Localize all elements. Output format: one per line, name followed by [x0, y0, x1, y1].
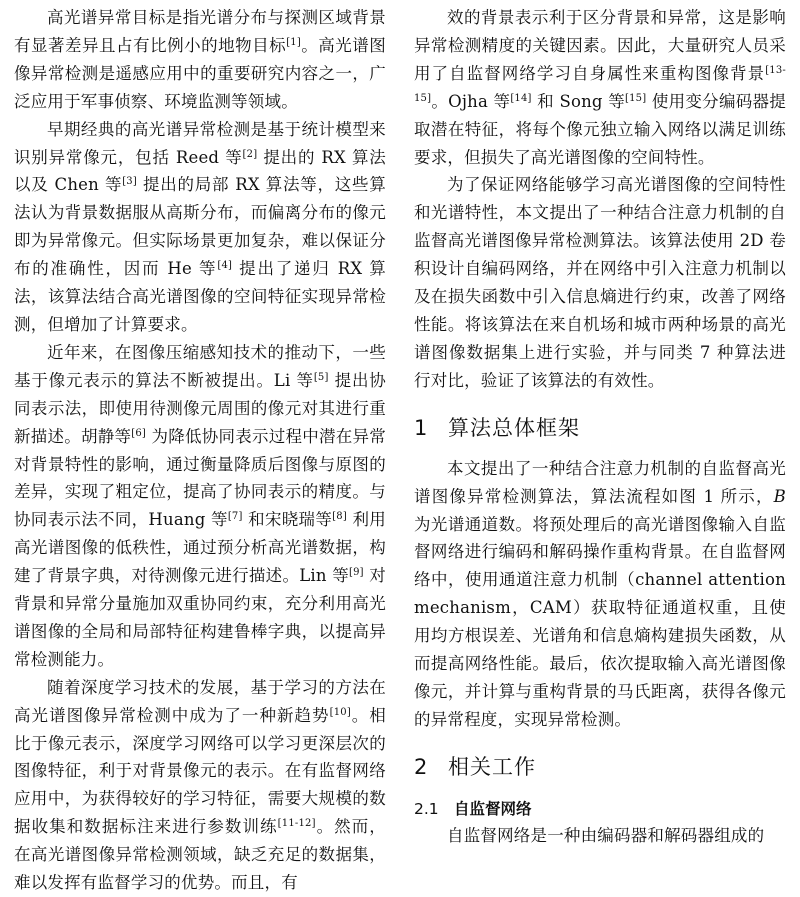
- text-run: 早期经典的高光谱异常检测是基于统计模型来识别异常像元，包括 Reed 等: [14, 119, 386, 167]
- paragraph: [414, 822, 786, 850]
- text-run: 。相比于像元表示，深度学习网络可以学习更深层次的图像特征，利于对背景像元的表示。在有监督网络应用中，为获得较好的学习特征，需要大规模的数据收集和数据标注来进行参数训练: [14, 705, 386, 837]
- citation-ref: [8]: [332, 511, 347, 523]
- paragraph: [414, 455, 786, 734]
- math-variable: B: [773, 486, 786, 506]
- text-run: 为光谱通道数。将预处理后的高光谱图像输入自监督网络进行编码和解码操作重构背景。在自监督网络中，使用通道注意力机制（channel attention mechanism，CAM）获取特征通道权重，且使用均方根误差、光谱角和信息熵构建损失函数，从而提高网络性能。最后，依次提取输入高光谱图像像元，并计算与重构背景的马氏距离，获得各像元的异常程度，实现异常检测。: [414, 514, 786, 729]
- section-number: 2: [414, 754, 429, 779]
- subsection-heading: [414, 796, 786, 822]
- text-run: 提出了递归 RX 算法，该算法结合高光谱图像的空间特征实现异常检测，但增加了计算要求。: [14, 259, 387, 334]
- citation-ref: [15]: [625, 92, 647, 104]
- text-run: 近年来，在图像压缩感知技术的推动下，一些基于像元表示的算法不断被提出。Li 等: [14, 342, 386, 390]
- citation-ref: [3]: [122, 176, 137, 188]
- citation-ref: [1]: [286, 36, 301, 48]
- paragraph: [14, 4, 386, 116]
- text-run: 自监督网络是一种由编码器和解码器组成的: [447, 825, 765, 845]
- text-run: 对背景和异常分量施加双重协同约束，充分利用高光谱图像的全局和局部特征构建鲁棒字典，以提高异常检测能力。: [14, 566, 386, 669]
- subsection-number: 2.1: [414, 799, 439, 818]
- text-run: 为了保证网络能够学习高光谱图像的空间特性和光谱特性，本文提出了一种结合注意力机制的自监督高光谱图像异常检测算法。该算法使用 2D 卷积设计自编码网络，并在网络中引入注意力机制以及在损失函数中引入信息熵进行约束，改善了网络性能。将该算法在来自机场和城市两种场景的高光谱图像数据集上进行实验，并与同类 7 种算法进行对比，验证了该算法的有效性。: [414, 175, 786, 390]
- text-run: 为降低协同表示过程中潜在异常对背景特性的影响，通过衡量降质后图像与原图的差异，实现了粗定位，提高了协同表示的精度。与协同表示法不同，Huang 等: [14, 426, 386, 530]
- section-title: 相关工作: [448, 754, 536, 779]
- citation-ref: [4]: [217, 260, 233, 272]
- citation-ref: [5]: [313, 371, 329, 383]
- text-run: 利用高光谱图像的低秩性，通过预分析高光谱数据，构建了背景字典，对待测像元进行描述。Lin 等: [14, 510, 386, 586]
- text-run: 。然而，在高光谱图像异常检测领域，缺乏充足的数据集，难以发挥有监督学习的优势。而且，有: [14, 817, 386, 893]
- paragraph: [14, 674, 386, 897]
- paragraph: [414, 4, 786, 171]
- section-heading: [414, 413, 786, 443]
- citation-ref: [7]: [227, 511, 243, 523]
- paragraph: [14, 339, 386, 674]
- paragraph: [14, 116, 386, 339]
- citation-ref: [11-12]: [277, 818, 316, 830]
- text-run: 。高光谱图像异常检测是遥感应用中的重要研究内容之一，广泛应用于军事侦察、环境监测等领域。: [14, 35, 387, 111]
- text-run: 提出的局部 RX 算法等，这些算法认为背景数据服从高斯分布，而偏离分布的像元即为异常像元。但实际场景更加复杂，难以保证分布的准确性，因而 He 等: [14, 175, 386, 279]
- citation-ref: [9]: [349, 567, 364, 579]
- citation-ref: [13-15]: [414, 64, 786, 104]
- text-run: 随着深度学习技术的发展，基于学习的方法在高光谱图像异常检测中成为了一种新趋势: [14, 677, 386, 725]
- section-heading: [414, 752, 786, 782]
- text-run: 和 Song 等: [531, 91, 625, 111]
- text-run: 提出协同表示法，即使用待测像元周围的像元对其进行重新描述。胡静等: [14, 370, 386, 446]
- text-run: 本文提出了一种结合注意力机制的自监督高光谱图像异常检测算法，算法流程如图 1 所示，: [414, 458, 786, 506]
- text-run: 使用变分编码器提取潜在特征，将每个像元独立输入网络以满足训练要求，但损失了高光谱图像的空间特性。: [414, 91, 786, 167]
- section-title: 算法总体框架: [448, 415, 580, 440]
- citation-ref: [10]: [329, 706, 351, 718]
- paragraph: [414, 171, 786, 394]
- citation-ref: [6]: [131, 427, 147, 439]
- text-run: 和宋晓瑞等: [242, 510, 333, 530]
- left-column: [14, 4, 386, 897]
- text-run: 。Ojha 等: [431, 91, 511, 111]
- text-run: 高光谱异常目标是指光谱分布与探测区域背景有显著差异且占有比例小的地物目标: [14, 8, 386, 55]
- citation-ref: [14]: [510, 92, 532, 104]
- subsection-title: 自监督网络: [454, 799, 532, 818]
- section-number: 1: [414, 415, 429, 440]
- text-run: 提出的 RX 算法以及 Chen 等: [14, 147, 386, 195]
- right-column: [414, 4, 786, 850]
- citation-ref: [2]: [242, 148, 258, 160]
- text-run: 效的背景表示利于区分背景和异常，这是影响异常检测精度的关键因素。因此，大量研究人员采用了自监督网络学习自身属性来重构图像背景: [414, 8, 786, 83]
